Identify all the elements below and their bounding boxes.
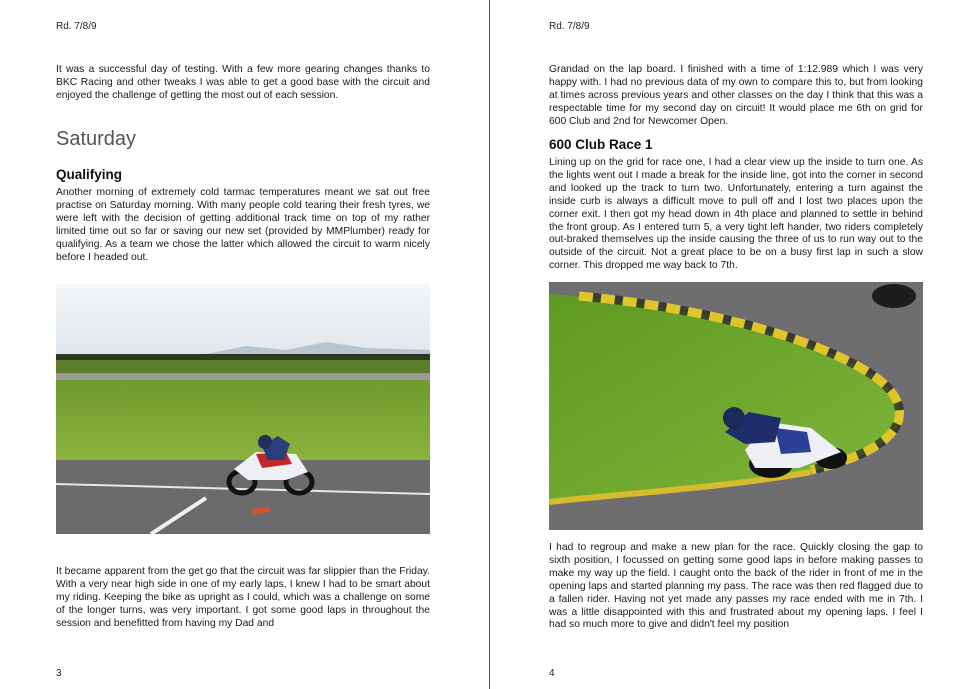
motorcycle-straight-image [56, 284, 430, 534]
page-number: 3 [56, 668, 62, 679]
subsection-title: 600 Club Race 1 [549, 137, 653, 152]
closing-paragraph: It became apparent from the get go that the circuit was far slippier than the Friday. With a very near high side in one of my early laps, I knew I had to be smart about my riding. Keeping the bike as upright as I could, which was a challenge on some of the longer turns, was very important. I got some good laps in throughout the session and benefitted from having my Dad and [56, 566, 430, 629]
race-photo [549, 282, 923, 530]
right-page [490, 0, 980, 689]
qualifying-paragraph: Another morning of extremely cold tarmac temperatures meant we sat out free practise on Saturday morning. With many people cold tearing their fresh tyres, we were left with the decision of getting additional track time on top of my rather limited time out so far or saving our new set (provided by MMPlumber) ready for qualifying. As a team we chose the latter which allowed the circuit to warm nicely before I headed out. [56, 187, 430, 263]
subsection-title: Qualifying [56, 167, 123, 182]
motorcycle-corner-image [549, 282, 923, 530]
intro-paragraph: It was a successful day of testing. With a few more gearing changes thanks to BKC Racing and other tweaks I was able to get a good base with the circuit and enjoyed the challenge of getting the most out of each session. [56, 64, 430, 101]
page-number: 4 [549, 668, 555, 679]
page-header: Rd. 7/8/9 [549, 21, 590, 32]
left-page [0, 0, 489, 689]
page-header: Rd. 7/8/9 [56, 21, 97, 32]
closing-paragraph: I had to regroup and make a new plan for the race. Quickly closing the gap to sixth position, I focussed on getting some good laps in before making passes to make my way up the field. I caught onto the back of the rider in front of me in the opening laps and started planning my pass. The race was then red flagged due to a fallen rider. Having not yet made any passes my race ended with me in 7th. I was a little disappointed with this and frustrated about my opening laps. I feel I had so much more to give and didn't feel my position [549, 542, 923, 631]
race-paragraph: Lining up on the grid for race one, I had a clear view up the inside to turn one. As the lights went out I made a break for the inside line, got into the corner in second and looked up the track to turn two. Unfortunately, entering a turn against the inside curb is always a difficult move to pull off and I lost two places upon the corner exit. I then got my head down in 4th place and planned to settle in behind the front group. As I entered turn 5, a very tight left hander, two riders completely out-braked themselves up the inside causing the three of us to run way out to the outside of the circuit. Not a great place to be on a busy first lap in such a slow corner. This dropped me way back to 7th. [549, 157, 923, 272]
continued-paragraph: Grandad on the lap board. I finished with a time of 1:12.989 which I was very happy with. I had no previous data of my own to compare this to, but from looking at times across previous years and other classes on the day I think that this was a respectable time for my second day on circuit! It would place me 6th on grid for 600 Club and 2nd for Newcomer Open. [549, 64, 923, 127]
section-title: Saturday [56, 128, 137, 150]
qualifying-photo [56, 284, 430, 534]
